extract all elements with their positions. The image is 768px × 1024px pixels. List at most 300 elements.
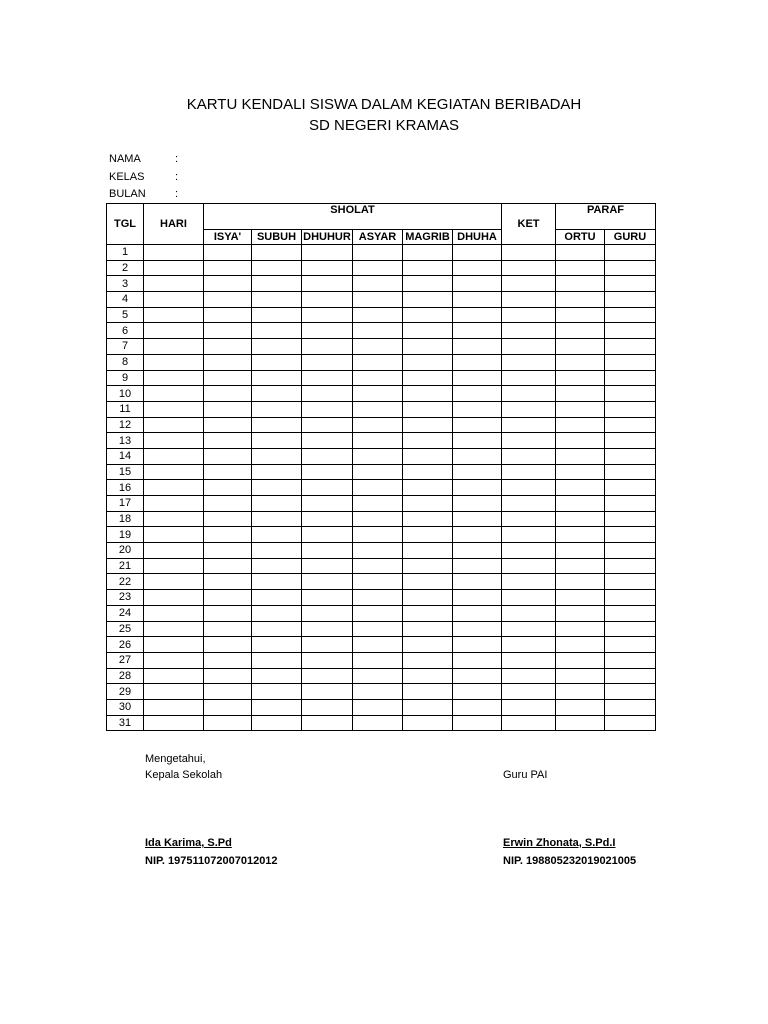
- table-row: [107, 715, 656, 731]
- table-cell: [353, 590, 403, 606]
- day-number: 26: [107, 637, 144, 653]
- school-name: SD NEGERI KRAMAS: [308, 117, 460, 134]
- table-cell: [252, 307, 302, 323]
- table-cell: [453, 276, 502, 292]
- table-cell: [403, 480, 453, 496]
- table-cell: [556, 354, 605, 370]
- table-cell: [353, 511, 403, 527]
- table-cell: [353, 260, 403, 276]
- table-cell: [302, 652, 353, 668]
- field-kelas-label: KELAS: [109, 171, 145, 183]
- table-cell: [403, 417, 453, 433]
- table-cell: [502, 605, 556, 621]
- table-cell: [403, 339, 453, 355]
- table-cell: [605, 401, 656, 417]
- table-cell: [302, 558, 353, 574]
- table-cell: [302, 527, 353, 543]
- table-cell: [353, 684, 403, 700]
- table-cell: [556, 370, 605, 386]
- header-isya: ISYA': [204, 230, 252, 245]
- table-cell: [144, 590, 204, 606]
- field-bulan: [109, 188, 178, 200]
- table-cell: [353, 433, 403, 449]
- table-cell: [302, 417, 353, 433]
- table-cell: [204, 668, 252, 684]
- table-cell: [556, 511, 605, 527]
- table-cell: [353, 527, 403, 543]
- table-cell: [204, 276, 252, 292]
- table-cell: [605, 386, 656, 402]
- day-number: 2: [107, 260, 144, 276]
- table-cell: [502, 276, 556, 292]
- table-cell: [353, 558, 403, 574]
- table-cell: [556, 543, 605, 559]
- day-number: 29: [107, 684, 144, 700]
- table-cell: [605, 684, 656, 700]
- table-cell: [204, 354, 252, 370]
- table-cell: [252, 543, 302, 559]
- day-number: 23: [107, 590, 144, 606]
- table-cell: [556, 417, 605, 433]
- day-number: 8: [107, 354, 144, 370]
- table-cell: [302, 621, 353, 637]
- table-cell: [403, 448, 453, 464]
- table-cell: [252, 292, 302, 308]
- table-cell: [605, 590, 656, 606]
- table-cell: [252, 386, 302, 402]
- table-cell: [453, 401, 502, 417]
- table-row: [107, 339, 656, 355]
- day-number: 17: [107, 496, 144, 512]
- table-cell: [502, 543, 556, 559]
- day-number: 27: [107, 652, 144, 668]
- table-cell: [252, 715, 302, 731]
- table-cell: [453, 323, 502, 339]
- table-cell: [605, 260, 656, 276]
- day-number: 21: [107, 558, 144, 574]
- table-cell: [204, 370, 252, 386]
- table-cell: [144, 637, 204, 653]
- table-cell: [403, 574, 453, 590]
- table-cell: [403, 370, 453, 386]
- table-row: [107, 448, 656, 464]
- table-cell: [144, 511, 204, 527]
- table-cell: [502, 386, 556, 402]
- table-cell: [302, 715, 353, 731]
- table-cell: [556, 527, 605, 543]
- table-cell: [353, 339, 403, 355]
- table-row: [107, 245, 656, 261]
- table-cell: [302, 276, 353, 292]
- day-number: 5: [107, 307, 144, 323]
- table-cell: [302, 401, 353, 417]
- table-row: [107, 276, 656, 292]
- table-row: [107, 370, 656, 386]
- table-cell: [502, 245, 556, 261]
- table-cell: [502, 558, 556, 574]
- header-asyar: ASYAR: [353, 230, 403, 245]
- table-cell: [144, 339, 204, 355]
- table-cell: [204, 496, 252, 512]
- table-cell: [353, 652, 403, 668]
- table-cell: [556, 448, 605, 464]
- table-cell: [144, 245, 204, 261]
- table-cell: [353, 276, 403, 292]
- table-cell: [453, 605, 502, 621]
- table-cell: [204, 464, 252, 480]
- table-cell: [605, 464, 656, 480]
- table-cell: [302, 574, 353, 590]
- table-cell: [605, 245, 656, 261]
- table-cell: [144, 276, 204, 292]
- table-cell: [144, 370, 204, 386]
- table-cell: [403, 715, 453, 731]
- table-cell: [403, 684, 453, 700]
- table-cell: [556, 386, 605, 402]
- table-row: [107, 684, 656, 700]
- table-cell: [302, 668, 353, 684]
- header-sholat: SHOLAT: [204, 204, 502, 230]
- day-number: 18: [107, 511, 144, 527]
- table-cell: [403, 245, 453, 261]
- table-cell: [353, 386, 403, 402]
- day-number: 16: [107, 480, 144, 496]
- table-cell: [556, 715, 605, 731]
- table-cell: [353, 668, 403, 684]
- table-cell: [605, 527, 656, 543]
- table-cell: [144, 323, 204, 339]
- table-cell: [403, 464, 453, 480]
- table-cell: [353, 574, 403, 590]
- table-cell: [453, 574, 502, 590]
- table-cell: [252, 668, 302, 684]
- table-row: [107, 260, 656, 276]
- table-cell: [502, 480, 556, 496]
- table-cell: [556, 590, 605, 606]
- table-cell: [204, 339, 252, 355]
- table-cell: [605, 558, 656, 574]
- table-cell: [403, 652, 453, 668]
- table-cell: [502, 448, 556, 464]
- table-row: [107, 652, 656, 668]
- table-cell: [403, 496, 453, 512]
- table-cell: [453, 292, 502, 308]
- table-cell: [252, 276, 302, 292]
- table-cell: [502, 637, 556, 653]
- table-cell: [502, 354, 556, 370]
- table-cell: [605, 652, 656, 668]
- table-cell: [144, 480, 204, 496]
- table-cell: [403, 637, 453, 653]
- table-cell: [556, 684, 605, 700]
- principal-nip: NIP. 197511072007012012: [145, 855, 278, 867]
- day-number: 9: [107, 370, 144, 386]
- table-cell: [453, 715, 502, 731]
- table-row: [107, 543, 656, 559]
- worship-control-table: [106, 203, 656, 731]
- table-cell: [302, 448, 353, 464]
- day-number: 7: [107, 339, 144, 355]
- field-kelas: [109, 171, 178, 183]
- table-cell: [502, 433, 556, 449]
- table-cell: [302, 464, 353, 480]
- table-cell: [453, 621, 502, 637]
- day-number: 1: [107, 245, 144, 261]
- table-cell: [204, 543, 252, 559]
- table-cell: [453, 245, 502, 261]
- table-cell: [556, 605, 605, 621]
- principal-name: Ida Karima, S.Pd: [145, 837, 232, 849]
- table-cell: [502, 292, 556, 308]
- table-cell: [403, 386, 453, 402]
- table-cell: [144, 652, 204, 668]
- table-cell: [302, 354, 353, 370]
- table-cell: [453, 417, 502, 433]
- table-cell: [353, 637, 403, 653]
- table-cell: [605, 574, 656, 590]
- table-row: [107, 668, 656, 684]
- table-cell: [204, 307, 252, 323]
- table-cell: [605, 543, 656, 559]
- table-cell: [403, 433, 453, 449]
- day-number: 15: [107, 464, 144, 480]
- table-row: [107, 558, 656, 574]
- table-cell: [353, 354, 403, 370]
- table-row: [107, 496, 656, 512]
- table-cell: [144, 307, 204, 323]
- table-cell: [453, 354, 502, 370]
- day-number: 10: [107, 386, 144, 402]
- table-cell: [453, 652, 502, 668]
- table-row: [107, 527, 656, 543]
- day-number: 28: [107, 668, 144, 684]
- header-dhuha: DHUHA: [453, 230, 502, 245]
- table-cell: [453, 464, 502, 480]
- table-cell: [502, 574, 556, 590]
- teacher-nip: NIP. 198805232019021005: [503, 855, 637, 867]
- table-cell: [204, 590, 252, 606]
- field-nama-colon: :: [175, 153, 179, 165]
- table-cell: [144, 558, 204, 574]
- table-row: [107, 292, 656, 308]
- table-cell: [556, 621, 605, 637]
- table-cell: [605, 417, 656, 433]
- table-cell: [605, 339, 656, 355]
- table-cell: [252, 511, 302, 527]
- table-cell: [144, 260, 204, 276]
- table-cell: [252, 480, 302, 496]
- table-cell: [556, 480, 605, 496]
- table-cell: [204, 433, 252, 449]
- table-cell: [453, 433, 502, 449]
- table-cell: [502, 260, 556, 276]
- table-cell: [144, 354, 204, 370]
- table-cell: [605, 715, 656, 731]
- table-cell: [556, 323, 605, 339]
- table-cell: [605, 605, 656, 621]
- table-cell: [605, 323, 656, 339]
- table-row: [107, 621, 656, 637]
- table-cell: [252, 652, 302, 668]
- table-cell: [353, 307, 403, 323]
- table-cell: [204, 480, 252, 496]
- table-cell: [204, 511, 252, 527]
- table-row: [107, 464, 656, 480]
- table-row: [107, 307, 656, 323]
- table-cell: [144, 292, 204, 308]
- day-number: 25: [107, 621, 144, 637]
- table-cell: [453, 339, 502, 355]
- table-cell: [403, 276, 453, 292]
- table-cell: [302, 260, 353, 276]
- table-cell: [605, 292, 656, 308]
- table-cell: [302, 433, 353, 449]
- table-cell: [204, 684, 252, 700]
- table-cell: [502, 652, 556, 668]
- table-cell: [502, 527, 556, 543]
- table-cell: [302, 496, 353, 512]
- principal-title: Kepala Sekolah: [145, 769, 223, 781]
- table-row: [107, 386, 656, 402]
- table-cell: [252, 684, 302, 700]
- table-cell: [403, 621, 453, 637]
- table-cell: [556, 668, 605, 684]
- table-row: [107, 323, 656, 339]
- table-cell: [453, 480, 502, 496]
- table-cell: [403, 511, 453, 527]
- table-cell: [252, 260, 302, 276]
- table-row: [107, 401, 656, 417]
- day-number: 6: [107, 323, 144, 339]
- field-bulan-colon: :: [175, 188, 179, 200]
- table-cell: [302, 480, 353, 496]
- table-cell: [556, 558, 605, 574]
- table-cell: [204, 558, 252, 574]
- table-cell: [556, 276, 605, 292]
- table-cell: [204, 715, 252, 731]
- table-cell: [353, 464, 403, 480]
- table-cell: [204, 574, 252, 590]
- table-cell: [453, 511, 502, 527]
- table-cell: [502, 401, 556, 417]
- table-cell: [204, 605, 252, 621]
- table-cell: [252, 370, 302, 386]
- field-nama: [109, 153, 178, 165]
- table-cell: [144, 386, 204, 402]
- table-cell: [144, 417, 204, 433]
- table-cell: [403, 323, 453, 339]
- table-cell: [605, 433, 656, 449]
- table-cell: [605, 276, 656, 292]
- table-cell: [502, 417, 556, 433]
- table-cell: [605, 480, 656, 496]
- table-cell: [353, 699, 403, 715]
- table-cell: [453, 370, 502, 386]
- field-kelas-colon: :: [175, 171, 179, 183]
- table-cell: [252, 699, 302, 715]
- table-cell: [453, 527, 502, 543]
- table-cell: [453, 448, 502, 464]
- table-cell: [252, 590, 302, 606]
- header-paraf: PARAF: [556, 204, 656, 230]
- table-cell: [252, 464, 302, 480]
- table-cell: [502, 323, 556, 339]
- table-cell: [302, 605, 353, 621]
- table-row: [107, 417, 656, 433]
- day-number: 24: [107, 605, 144, 621]
- table-cell: [144, 668, 204, 684]
- table-cell: [502, 464, 556, 480]
- table-cell: [605, 496, 656, 512]
- table-cell: [403, 699, 453, 715]
- table-cell: [302, 386, 353, 402]
- table-cell: [556, 464, 605, 480]
- table-cell: [144, 496, 204, 512]
- table-cell: [302, 699, 353, 715]
- table-cell: [556, 699, 605, 715]
- table-cell: [252, 574, 302, 590]
- table-cell: [302, 590, 353, 606]
- table-cell: [302, 370, 353, 386]
- table-cell: [302, 245, 353, 261]
- table-row: [107, 480, 656, 496]
- table-cell: [204, 699, 252, 715]
- table-cell: [302, 339, 353, 355]
- table-cell: [403, 558, 453, 574]
- header-hari: HARI: [144, 204, 204, 245]
- table-cell: [605, 621, 656, 637]
- table-row: [107, 637, 656, 653]
- day-number: 22: [107, 574, 144, 590]
- table-cell: [144, 448, 204, 464]
- table-cell: [556, 307, 605, 323]
- table-cell: [556, 292, 605, 308]
- table-cell: [453, 496, 502, 512]
- table-cell: [556, 652, 605, 668]
- day-number: 13: [107, 433, 144, 449]
- table-cell: [302, 684, 353, 700]
- table-cell: [556, 260, 605, 276]
- document-title: KARTU KENDALI SISWA DALAM KEGIATAN BERIBADAH: [186, 96, 582, 113]
- table-cell: [403, 543, 453, 559]
- table-cell: [204, 621, 252, 637]
- header-ket: KET: [502, 204, 556, 245]
- table-cell: [605, 637, 656, 653]
- table-row: [107, 433, 656, 449]
- table-cell: [144, 433, 204, 449]
- table-cell: [204, 417, 252, 433]
- table-cell: [403, 354, 453, 370]
- table-cell: [144, 684, 204, 700]
- table-cell: [403, 401, 453, 417]
- table-cell: [302, 511, 353, 527]
- table-cell: [556, 496, 605, 512]
- table-cell: [252, 558, 302, 574]
- table-row: [107, 511, 656, 527]
- table-cell: [353, 245, 403, 261]
- table-cell: [144, 527, 204, 543]
- table-cell: [403, 260, 453, 276]
- field-nama-label: NAMA: [109, 153, 141, 165]
- table-cell: [403, 292, 453, 308]
- acknowledged-label: Mengetahui,: [145, 753, 206, 765]
- table-cell: [502, 496, 556, 512]
- table-cell: [556, 245, 605, 261]
- table-cell: [252, 245, 302, 261]
- table-cell: [502, 511, 556, 527]
- table-cell: [502, 715, 556, 731]
- table-cell: [556, 637, 605, 653]
